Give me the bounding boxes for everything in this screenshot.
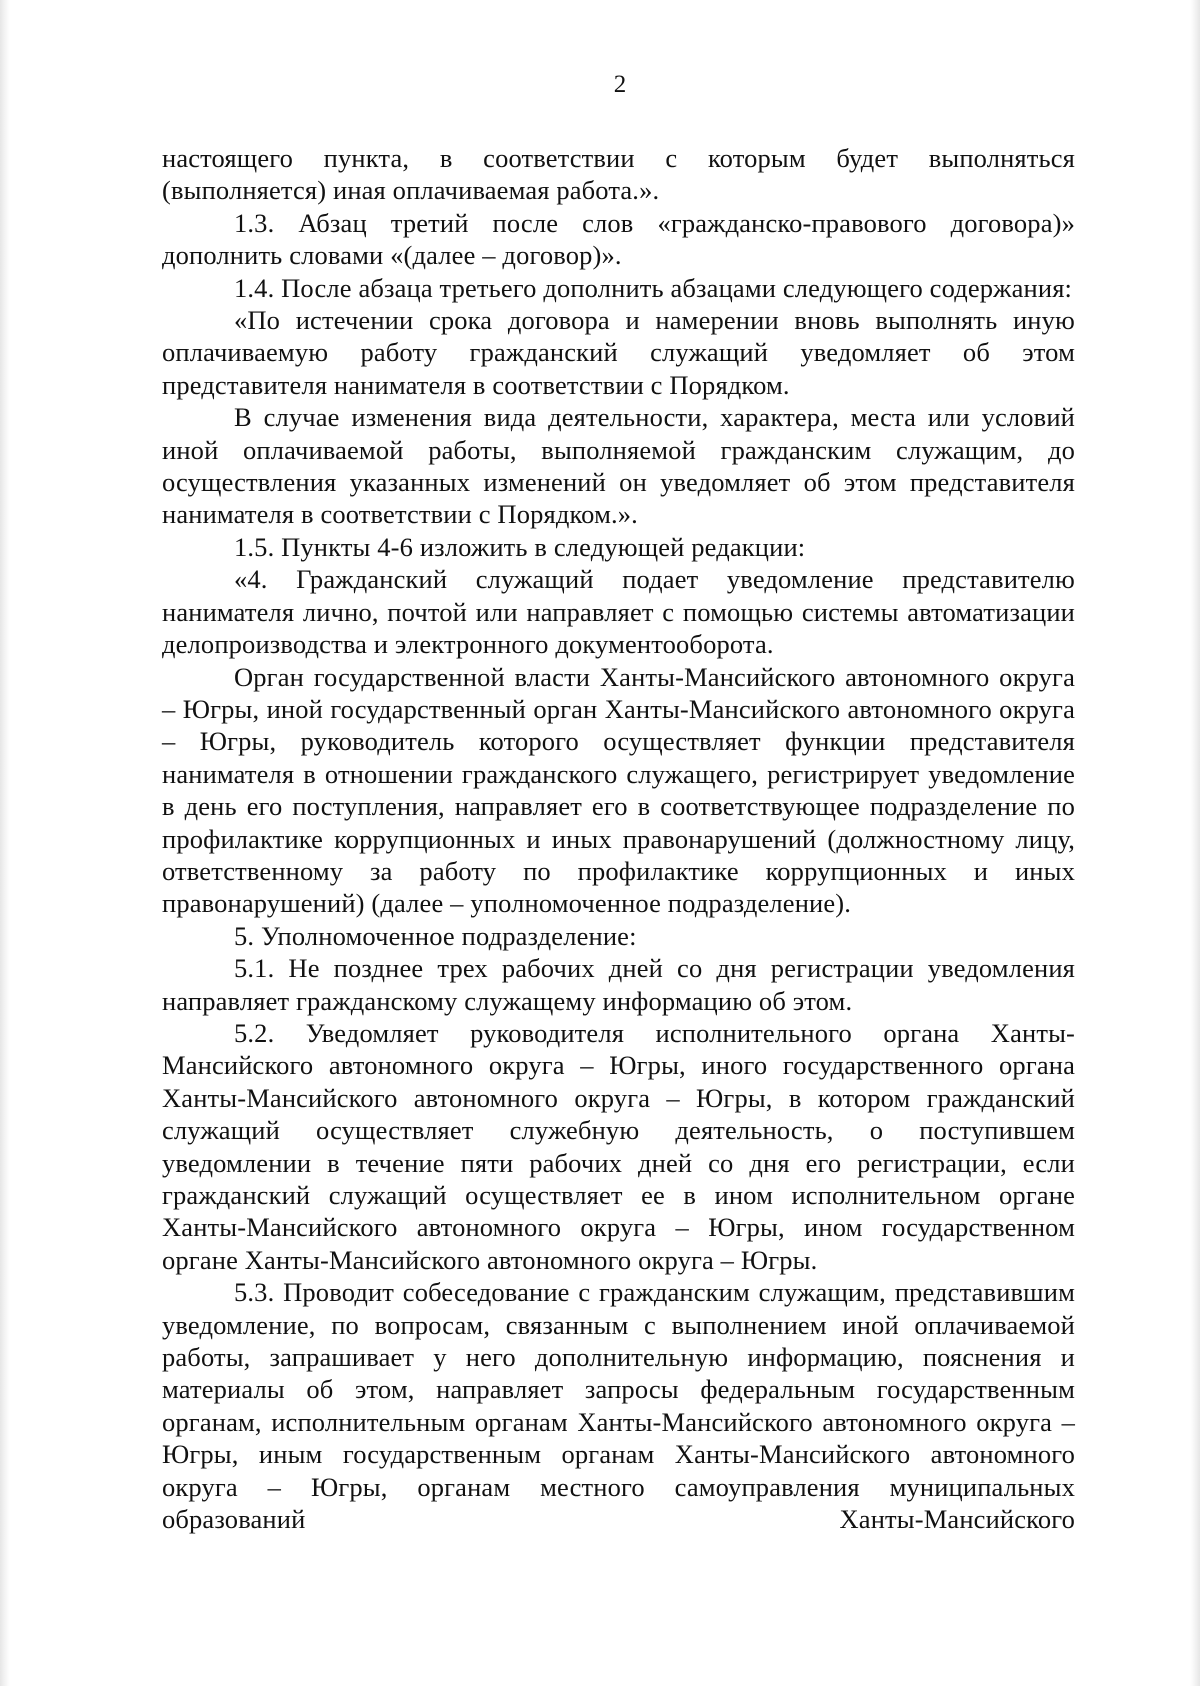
paragraph-continuation: настоящего пункта, в соответствии с которым будет выполняться (выполняется) иная оплачиваемая работа.».	[162, 143, 1075, 206]
paragraph-change-of-activity: В случае изменения вида деятельности, характера, места или условий иной оплачиваемой работы, выполняемой гражданским служащим, до осуществления указанных изменений он уведомляет об этом представителя нанимателя в соответствии с Порядком.».	[162, 402, 1075, 530]
paragraph-1-5: 1.5. Пункты 4-6 изложить в следующей редакции:	[234, 531, 806, 562]
paragraph-1-4: 1.4. После абзаца третьего дополнить абзацами следующего содержания:	[234, 272, 1073, 303]
paragraph-quote-expiry: «По истечении срока договора и намерении вновь выполнять иную оплачиваемую работу гражданский служащий уведомляет об этом представителя нанимателя в соответствии с Порядком.	[162, 305, 1075, 400]
scan-edge-right	[1190, 0, 1200, 1686]
paragraph-1-3: 1.3. Абзац третий после слов «гражданско-правового договора)» дополнить словами «(далее – договор)».	[162, 207, 1075, 271]
paragraph-item-5: 5. Уполномоченное подразделение:	[234, 920, 637, 951]
paragraph-item-4: «4. Гражданский служащий подает уведомление представителю нанимателя лично, почтой или направляет с помощью системы автоматизации делопроизводства и электронного документооборота.	[162, 564, 1075, 660]
paragraph-item-5-1: 5.1. Не позднее трех рабочих дней со дня регистрации уведомления направляет гражданскому служащему информацию об этом.	[162, 953, 1075, 1016]
paragraph-item-5-3: 5.3. Проводит собеседование с гражданским служащим, представившим уведомление, по вопросам, связанным с выполнением иной оплачиваемой работы, запрашивает у него дополнительную информацию, пояснения и материалы об этом, направляет запросы федеральным государственным органам, исполнительным органам Ханты-Мансийского автономного округа – Югры, иным государственным органам Ханты-Мансийского автономного округа – Югры, органам местного самоуправления муниципальных образований Ханты-Мансийского	[162, 1277, 1075, 1535]
paragraph-item-5-2: 5.2. Уведомляет руководителя исполнительного органа Ханты-Мансийского автономного округа – Югры, иного государственного органа Ханты-Мансийского автономного округа – Югры, в котором гражданский служащий осуществляет служебную деятельность, о поступившем уведомлении в течение пяти рабочих дней со дня его регистрации, если гражданский служащий осуществляет ее в ином исполнительном органе Ханты-Мансийского автономного округа – Югры, ином государственном органе Ханты-Мансийского автономного округа – Югры.	[162, 1017, 1075, 1275]
paragraph-authority-registration: Орган государственной власти Ханты-Мансийского автономного округа – Югры, иной государственный орган Ханты-Мансийского автономного округа – Югры, руководитель которого осуществляет функции представителя нанимателя в отношении гражданского служащего, регистрирует уведомление в день его поступления, направляет его в соответствующее подразделение по профилактике коррупционных и иных правонарушений (должностному лицу, ответственному за работу по профилактике коррупционных и иных правонарушений) (далее – уполномоченное подразделение).	[162, 661, 1075, 919]
page-number: 2	[613, 71, 627, 98]
scan-edge-left	[0, 0, 10, 1686]
document-body	[162, 142, 1075, 1535]
